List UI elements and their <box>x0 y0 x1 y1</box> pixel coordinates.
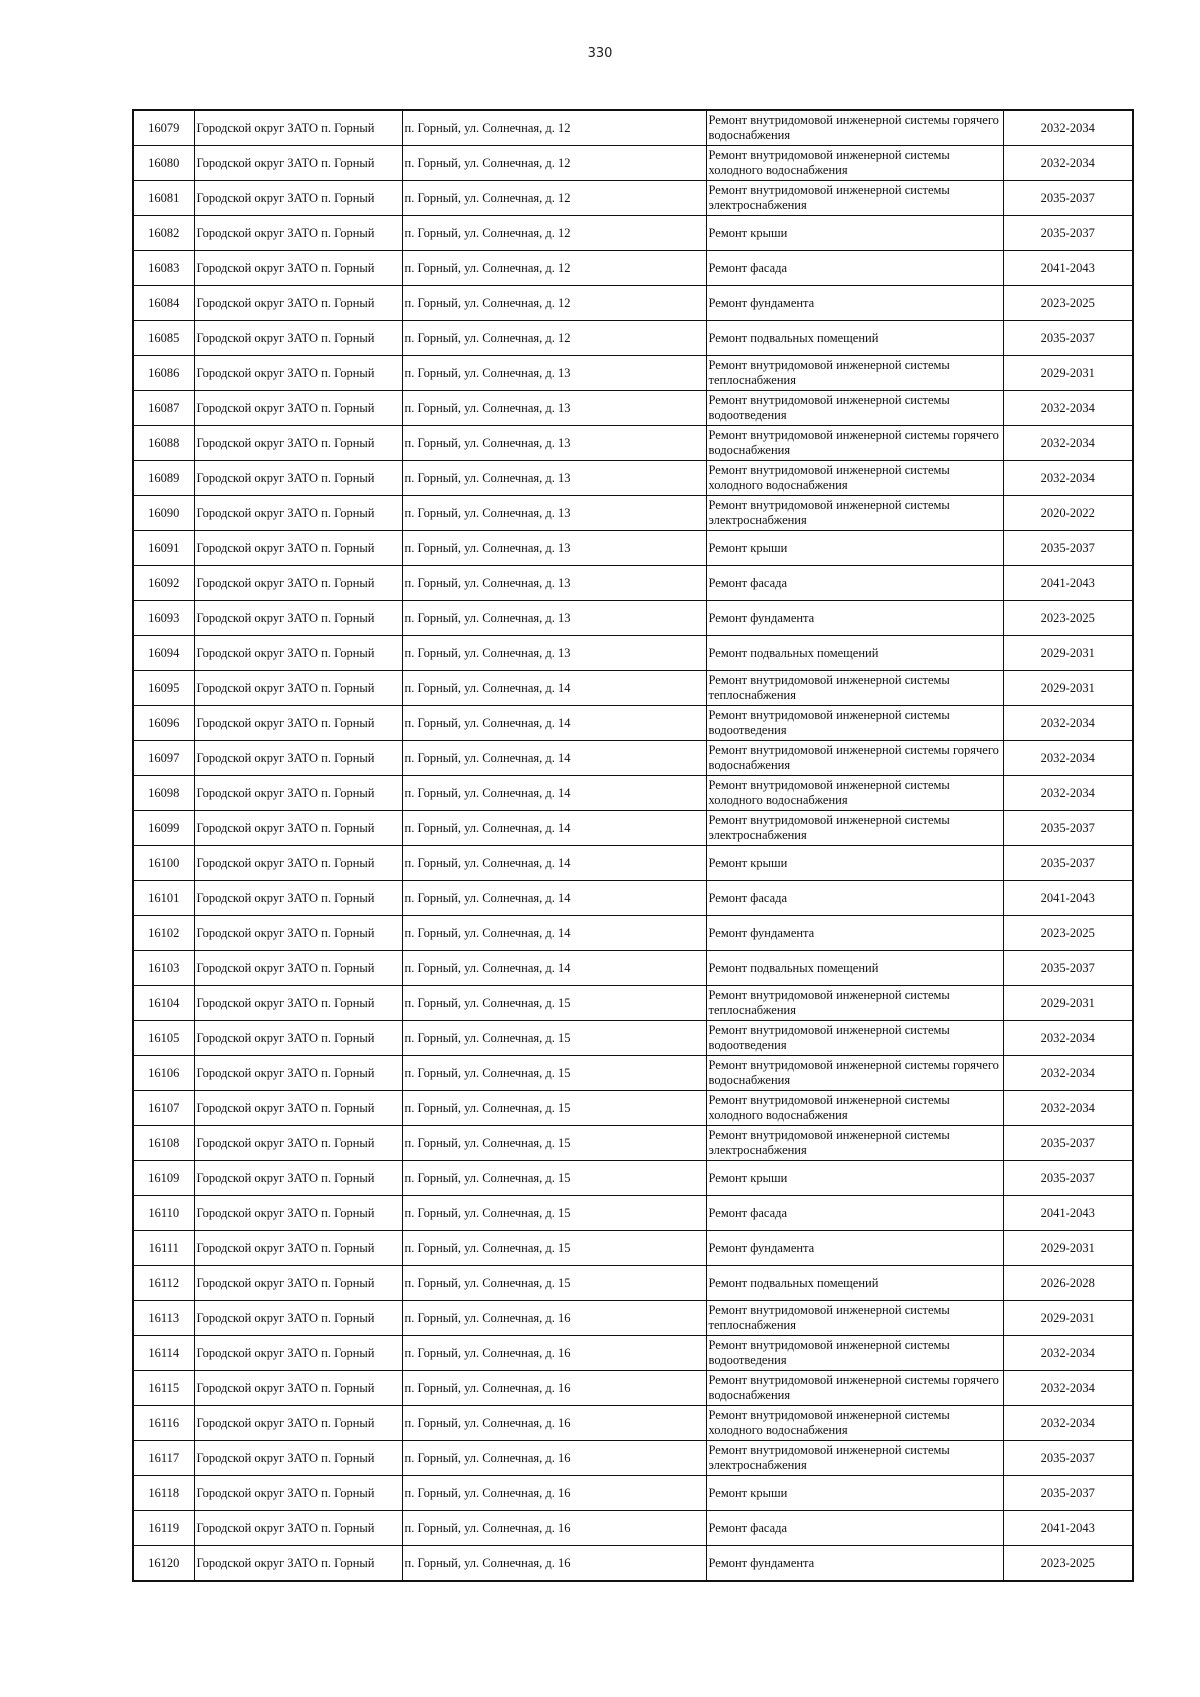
municipality-cell: Городской округ ЗАТО п. Горный <box>194 776 402 811</box>
table-row <box>133 1511 1133 1546</box>
row-number-cell: 16082 <box>133 216 194 251</box>
work-type-cell: Ремонт крыши <box>706 846 1003 881</box>
municipality-cell: Городской округ ЗАТО п. Горный <box>194 1301 402 1336</box>
row-number-cell: 16105 <box>133 1021 194 1056</box>
period-cell: 2035-2037 <box>1003 1441 1133 1476</box>
address-cell: п. Горный, ул. Солнечная, д. 14 <box>402 741 706 776</box>
municipality-cell: Городской округ ЗАТО п. Горный <box>194 1021 402 1056</box>
address-cell: п. Горный, ул. Солнечная, д. 15 <box>402 1161 706 1196</box>
address-cell: п. Горный, ул. Солнечная, д. 14 <box>402 776 706 811</box>
period-cell: 2032-2034 <box>1003 1056 1133 1091</box>
work-type-cell: Ремонт внутридомовой инженерной системы водоотведения <box>706 1336 1003 1371</box>
table-row <box>133 426 1133 461</box>
period-cell: 2035-2037 <box>1003 846 1133 881</box>
work-type-cell: Ремонт внутридомовой инженерной системы холодного водоснабжения <box>706 461 1003 496</box>
period-cell: 2029-2031 <box>1003 671 1133 706</box>
municipality-cell: Городской округ ЗАТО п. Горный <box>194 881 402 916</box>
address-cell: п. Горный, ул. Солнечная, д. 13 <box>402 426 706 461</box>
municipality-cell: Городской округ ЗАТО п. Горный <box>194 251 402 286</box>
period-cell: 2032-2034 <box>1003 706 1133 741</box>
address-cell: п. Горный, ул. Солнечная, д. 15 <box>402 1196 706 1231</box>
table-row <box>133 1056 1133 1091</box>
period-cell: 2041-2043 <box>1003 1196 1133 1231</box>
municipality-cell: Городской округ ЗАТО п. Горный <box>194 811 402 846</box>
period-cell: 2035-2037 <box>1003 181 1133 216</box>
address-cell: п. Горный, ул. Солнечная, д. 16 <box>402 1371 706 1406</box>
period-cell: 2035-2037 <box>1003 1161 1133 1196</box>
address-cell: п. Горный, ул. Солнечная, д. 12 <box>402 216 706 251</box>
work-type-cell: Ремонт внутридомовой инженерной системы холодного водоснабжения <box>706 776 1003 811</box>
municipality-cell: Городской округ ЗАТО п. Горный <box>194 1336 402 1371</box>
municipality-cell: Городской округ ЗАТО п. Горный <box>194 1161 402 1196</box>
row-number-cell: 16090 <box>133 496 194 531</box>
row-number-cell: 16119 <box>133 1511 194 1546</box>
period-cell: 2035-2037 <box>1003 951 1133 986</box>
address-cell: п. Горный, ул. Солнечная, д. 16 <box>402 1336 706 1371</box>
row-number-cell: 16110 <box>133 1196 194 1231</box>
address-cell: п. Горный, ул. Солнечная, д. 12 <box>402 110 706 146</box>
work-type-cell: Ремонт внутридомовой инженерной системы горячего водоснабжения <box>706 110 1003 146</box>
row-number-cell: 16112 <box>133 1266 194 1301</box>
row-number-cell: 16111 <box>133 1231 194 1266</box>
row-number-cell: 16102 <box>133 916 194 951</box>
work-type-cell: Ремонт крыши <box>706 216 1003 251</box>
page-number: 330 <box>587 46 613 61</box>
row-number-cell: 16087 <box>133 391 194 426</box>
row-number-cell: 16107 <box>133 1091 194 1126</box>
municipality-cell: Городской округ ЗАТО п. Горный <box>194 1511 402 1546</box>
municipality-cell: Городской округ ЗАТО п. Горный <box>194 461 402 496</box>
table-row <box>133 1441 1133 1476</box>
address-cell: п. Горный, ул. Солнечная, д. 12 <box>402 251 706 286</box>
work-type-cell: Ремонт фасада <box>706 881 1003 916</box>
table-row <box>133 1231 1133 1266</box>
table-row <box>133 951 1133 986</box>
municipality-cell: Городской округ ЗАТО п. Горный <box>194 286 402 321</box>
period-cell: 2029-2031 <box>1003 636 1133 671</box>
table-row <box>133 1406 1133 1441</box>
table-row <box>133 181 1133 216</box>
work-type-cell: Ремонт подвальных помещений <box>706 636 1003 671</box>
row-number-cell: 16094 <box>133 636 194 671</box>
period-cell: 2029-2031 <box>1003 1301 1133 1336</box>
period-cell: 2035-2037 <box>1003 321 1133 356</box>
period-cell: 2035-2037 <box>1003 1476 1133 1511</box>
row-number-cell: 16098 <box>133 776 194 811</box>
table-row <box>133 391 1133 426</box>
row-number-cell: 16115 <box>133 1371 194 1406</box>
address-cell: п. Горный, ул. Солнечная, д. 13 <box>402 461 706 496</box>
municipality-cell: Городской округ ЗАТО п. Горный <box>194 601 402 636</box>
address-cell: п. Горный, ул. Солнечная, д. 15 <box>402 1231 706 1266</box>
address-cell: п. Горный, ул. Солнечная, д. 13 <box>402 636 706 671</box>
address-cell: п. Горный, ул. Солнечная, д. 14 <box>402 846 706 881</box>
row-number-cell: 16088 <box>133 426 194 461</box>
municipality-cell: Городской округ ЗАТО п. Горный <box>194 1091 402 1126</box>
table-row <box>133 811 1133 846</box>
work-type-cell: Ремонт подвальных помещений <box>706 1266 1003 1301</box>
address-cell: п. Горный, ул. Солнечная, д. 14 <box>402 706 706 741</box>
address-cell: п. Горный, ул. Солнечная, д. 13 <box>402 531 706 566</box>
table-row <box>133 146 1133 181</box>
period-cell: 2032-2034 <box>1003 776 1133 811</box>
municipality-cell: Городской округ ЗАТО п. Горный <box>194 496 402 531</box>
work-type-cell: Ремонт фасада <box>706 566 1003 601</box>
work-type-cell: Ремонт внутридомовой инженерной системы электроснабжения <box>706 181 1003 216</box>
municipality-cell: Городской округ ЗАТО п. Горный <box>194 1231 402 1266</box>
table-row <box>133 986 1133 1021</box>
municipality-cell: Городской округ ЗАТО п. Горный <box>194 1126 402 1161</box>
work-type-cell: Ремонт фасада <box>706 1196 1003 1231</box>
work-type-cell: Ремонт внутридомовой инженерной системы теплоснабжения <box>706 986 1003 1021</box>
period-cell: 2026-2028 <box>1003 1266 1133 1301</box>
address-cell: п. Горный, ул. Солнечная, д. 15 <box>402 1091 706 1126</box>
work-type-cell: Ремонт внутридомовой инженерной системы электроснабжения <box>706 1441 1003 1476</box>
work-type-cell: Ремонт фундамента <box>706 601 1003 636</box>
municipality-cell: Городской округ ЗАТО п. Горный <box>194 356 402 391</box>
table-row <box>133 916 1133 951</box>
period-cell: 2035-2037 <box>1003 1126 1133 1161</box>
municipality-cell: Городской округ ЗАТО п. Горный <box>194 1441 402 1476</box>
row-number-cell: 16093 <box>133 601 194 636</box>
row-number-cell: 16103 <box>133 951 194 986</box>
address-cell: п. Горный, ул. Солнечная, д. 15 <box>402 1021 706 1056</box>
period-cell: 2032-2034 <box>1003 146 1133 181</box>
period-cell: 2035-2037 <box>1003 811 1133 846</box>
period-cell: 2020-2022 <box>1003 496 1133 531</box>
row-number-cell: 16120 <box>133 1546 194 1582</box>
period-cell: 2041-2043 <box>1003 1511 1133 1546</box>
municipality-cell: Городской округ ЗАТО п. Горный <box>194 916 402 951</box>
table-row <box>133 321 1133 356</box>
municipality-cell: Городской округ ЗАТО п. Горный <box>194 986 402 1021</box>
table-row <box>133 1476 1133 1511</box>
table-row <box>133 881 1133 916</box>
municipality-cell: Городской округ ЗАТО п. Горный <box>194 391 402 426</box>
work-type-cell: Ремонт подвальных помещений <box>706 321 1003 356</box>
table-row <box>133 356 1133 391</box>
address-cell: п. Горный, ул. Солнечная, д. 12 <box>402 286 706 321</box>
work-type-cell: Ремонт фундамента <box>706 1546 1003 1582</box>
table-row <box>133 706 1133 741</box>
work-type-cell: Ремонт внутридомовой инженерной системы холодного водоснабжения <box>706 1091 1003 1126</box>
work-type-cell: Ремонт внутридомовой инженерной системы холодного водоснабжения <box>706 146 1003 181</box>
work-type-cell: Ремонт фундамента <box>706 1231 1003 1266</box>
municipality-cell: Городской округ ЗАТО п. Горный <box>194 1196 402 1231</box>
address-cell: п. Горный, ул. Солнечная, д. 16 <box>402 1301 706 1336</box>
municipality-cell: Городской округ ЗАТО п. Горный <box>194 181 402 216</box>
period-cell: 2032-2034 <box>1003 1336 1133 1371</box>
table-row <box>133 1266 1133 1301</box>
work-type-cell: Ремонт фундамента <box>706 286 1003 321</box>
address-cell: п. Горный, ул. Солнечная, д. 15 <box>402 1056 706 1091</box>
work-type-cell: Ремонт крыши <box>706 1161 1003 1196</box>
address-cell: п. Горный, ул. Солнечная, д. 13 <box>402 601 706 636</box>
municipality-cell: Городской округ ЗАТО п. Горный <box>194 1371 402 1406</box>
table-row <box>133 1126 1133 1161</box>
work-type-cell: Ремонт внутридомовой инженерной системы горячего водоснабжения <box>706 1371 1003 1406</box>
row-number-cell: 16117 <box>133 1441 194 1476</box>
table-row <box>133 566 1133 601</box>
row-number-cell: 16101 <box>133 881 194 916</box>
row-number-cell: 16080 <box>133 146 194 181</box>
period-cell: 2032-2034 <box>1003 461 1133 496</box>
table-row <box>133 1336 1133 1371</box>
row-number-cell: 16086 <box>133 356 194 391</box>
row-number-cell: 16089 <box>133 461 194 496</box>
work-type-cell: Ремонт фундамента <box>706 916 1003 951</box>
address-cell: п. Горный, ул. Солнечная, д. 14 <box>402 811 706 846</box>
address-cell: п. Горный, ул. Солнечная, д. 16 <box>402 1511 706 1546</box>
row-number-cell: 16084 <box>133 286 194 321</box>
work-type-cell: Ремонт внутридомовой инженерной системы электроснабжения <box>706 496 1003 531</box>
table-row <box>133 461 1133 496</box>
work-type-cell: Ремонт внутридомовой инженерной системы горячего водоснабжения <box>706 426 1003 461</box>
address-cell: п. Горный, ул. Солнечная, д. 15 <box>402 986 706 1021</box>
row-number-cell: 16097 <box>133 741 194 776</box>
work-type-cell: Ремонт внутридомовой инженерной системы электроснабжения <box>706 1126 1003 1161</box>
period-cell: 2041-2043 <box>1003 881 1133 916</box>
row-number-cell: 16109 <box>133 1161 194 1196</box>
work-type-cell: Ремонт внутридомовой инженерной системы теплоснабжения <box>706 1301 1003 1336</box>
address-cell: п. Горный, ул. Солнечная, д. 14 <box>402 881 706 916</box>
period-cell: 2023-2025 <box>1003 286 1133 321</box>
row-number-cell: 16083 <box>133 251 194 286</box>
repair-schedule-table <box>132 109 1134 1582</box>
address-cell: п. Горный, ул. Солнечная, д. 14 <box>402 671 706 706</box>
work-type-cell: Ремонт крыши <box>706 1476 1003 1511</box>
row-number-cell: 16116 <box>133 1406 194 1441</box>
municipality-cell: Городской округ ЗАТО п. Горный <box>194 1056 402 1091</box>
table-row <box>133 1371 1133 1406</box>
row-number-cell: 16096 <box>133 706 194 741</box>
address-cell: п. Горный, ул. Солнечная, д. 15 <box>402 1266 706 1301</box>
period-cell: 2032-2034 <box>1003 110 1133 146</box>
row-number-cell: 16114 <box>133 1336 194 1371</box>
period-cell: 2029-2031 <box>1003 986 1133 1021</box>
work-type-cell: Ремонт внутридомовой инженерной системы горячего водоснабжения <box>706 741 1003 776</box>
period-cell: 2029-2031 <box>1003 1231 1133 1266</box>
table-row <box>133 216 1133 251</box>
table-body <box>133 110 1133 1581</box>
work-type-cell: Ремонт внутридомовой инженерной системы теплоснабжения <box>706 356 1003 391</box>
row-number-cell: 16095 <box>133 671 194 706</box>
table-row <box>133 741 1133 776</box>
table-row <box>133 601 1133 636</box>
work-type-cell: Ремонт внутридомовой инженерной системы холодного водоснабжения <box>706 1406 1003 1441</box>
municipality-cell: Городской округ ЗАТО п. Горный <box>194 671 402 706</box>
table-row <box>133 110 1133 146</box>
address-cell: п. Горный, ул. Солнечная, д. 16 <box>402 1476 706 1511</box>
period-cell: 2032-2034 <box>1003 391 1133 426</box>
table-row <box>133 1546 1133 1582</box>
address-cell: п. Горный, ул. Солнечная, д. 16 <box>402 1546 706 1582</box>
municipality-cell: Городской округ ЗАТО п. Горный <box>194 321 402 356</box>
address-cell: п. Горный, ул. Солнечная, д. 13 <box>402 391 706 426</box>
table-row <box>133 636 1133 671</box>
table-row <box>133 1196 1133 1231</box>
period-cell: 2023-2025 <box>1003 1546 1133 1582</box>
address-cell: п. Горный, ул. Солнечная, д. 13 <box>402 566 706 601</box>
work-type-cell: Ремонт внутридомовой инженерной системы водоотведения <box>706 706 1003 741</box>
address-cell: п. Горный, ул. Солнечная, д. 14 <box>402 916 706 951</box>
municipality-cell: Городской округ ЗАТО п. Горный <box>194 636 402 671</box>
address-cell: п. Горный, ул. Солнечная, д. 13 <box>402 496 706 531</box>
municipality-cell: Городской округ ЗАТО п. Горный <box>194 566 402 601</box>
work-type-cell: Ремонт подвальных помещений <box>706 951 1003 986</box>
table-row <box>133 671 1133 706</box>
table-row <box>133 1301 1133 1336</box>
work-type-cell: Ремонт внутридомовой инженерной системы горячего водоснабжения <box>706 1056 1003 1091</box>
row-number-cell: 16118 <box>133 1476 194 1511</box>
work-type-cell: Ремонт внутридомовой инженерной системы водоотведения <box>706 1021 1003 1056</box>
table-row <box>133 1091 1133 1126</box>
municipality-cell: Городской округ ЗАТО п. Горный <box>194 531 402 566</box>
row-number-cell: 16099 <box>133 811 194 846</box>
row-number-cell: 16092 <box>133 566 194 601</box>
period-cell: 2032-2034 <box>1003 426 1133 461</box>
row-number-cell: 16079 <box>133 110 194 146</box>
work-type-cell: Ремонт внутридомовой инженерной системы электроснабжения <box>706 811 1003 846</box>
row-number-cell: 16091 <box>133 531 194 566</box>
municipality-cell: Городской округ ЗАТО п. Горный <box>194 1546 402 1582</box>
period-cell: 2032-2034 <box>1003 1371 1133 1406</box>
address-cell: п. Горный, ул. Солнечная, д. 12 <box>402 181 706 216</box>
period-cell: 2032-2034 <box>1003 1091 1133 1126</box>
municipality-cell: Городской округ ЗАТО п. Горный <box>194 1406 402 1441</box>
period-cell: 2029-2031 <box>1003 356 1133 391</box>
table-row <box>133 776 1133 811</box>
municipality-cell: Городской округ ЗАТО п. Горный <box>194 110 402 146</box>
work-type-cell: Ремонт крыши <box>706 531 1003 566</box>
table-row <box>133 286 1133 321</box>
table-row <box>133 1161 1133 1196</box>
table-row <box>133 846 1133 881</box>
table-row <box>133 251 1133 286</box>
municipality-cell: Городской округ ЗАТО п. Горный <box>194 706 402 741</box>
address-cell: п. Горный, ул. Солнечная, д. 14 <box>402 951 706 986</box>
municipality-cell: Городской округ ЗАТО п. Горный <box>194 846 402 881</box>
period-cell: 2041-2043 <box>1003 251 1133 286</box>
municipality-cell: Городской округ ЗАТО п. Горный <box>194 951 402 986</box>
period-cell: 2023-2025 <box>1003 601 1133 636</box>
municipality-cell: Городской округ ЗАТО п. Горный <box>194 426 402 461</box>
municipality-cell: Городской округ ЗАТО п. Горный <box>194 216 402 251</box>
work-type-cell: Ремонт внутридомовой инженерной системы водоотведения <box>706 391 1003 426</box>
table-row <box>133 531 1133 566</box>
row-number-cell: 16081 <box>133 181 194 216</box>
table-row <box>133 1021 1133 1056</box>
address-cell: п. Горный, ул. Солнечная, д. 15 <box>402 1126 706 1161</box>
municipality-cell: Городской округ ЗАТО п. Горный <box>194 1476 402 1511</box>
period-cell: 2035-2037 <box>1003 531 1133 566</box>
period-cell: 2032-2034 <box>1003 741 1133 776</box>
address-cell: п. Горный, ул. Солнечная, д. 16 <box>402 1441 706 1476</box>
row-number-cell: 16100 <box>133 846 194 881</box>
period-cell: 2023-2025 <box>1003 916 1133 951</box>
work-type-cell: Ремонт фасада <box>706 1511 1003 1546</box>
address-cell: п. Горный, ул. Солнечная, д. 13 <box>402 356 706 391</box>
address-cell: п. Горный, ул. Солнечная, д. 12 <box>402 146 706 181</box>
row-number-cell: 16113 <box>133 1301 194 1336</box>
work-type-cell: Ремонт внутридомовой инженерной системы теплоснабжения <box>706 671 1003 706</box>
municipality-cell: Городской округ ЗАТО п. Горный <box>194 146 402 181</box>
address-cell: п. Горный, ул. Солнечная, д. 12 <box>402 321 706 356</box>
period-cell: 2041-2043 <box>1003 566 1133 601</box>
address-cell: п. Горный, ул. Солнечная, д. 16 <box>402 1406 706 1441</box>
period-cell: 2032-2034 <box>1003 1406 1133 1441</box>
table-row <box>133 496 1133 531</box>
work-type-cell: Ремонт фасада <box>706 251 1003 286</box>
row-number-cell: 16106 <box>133 1056 194 1091</box>
municipality-cell: Городской округ ЗАТО п. Горный <box>194 741 402 776</box>
row-number-cell: 16104 <box>133 986 194 1021</box>
period-cell: 2032-2034 <box>1003 1021 1133 1056</box>
municipality-cell: Городской округ ЗАТО п. Горный <box>194 1266 402 1301</box>
row-number-cell: 16108 <box>133 1126 194 1161</box>
period-cell: 2035-2037 <box>1003 216 1133 251</box>
row-number-cell: 16085 <box>133 321 194 356</box>
